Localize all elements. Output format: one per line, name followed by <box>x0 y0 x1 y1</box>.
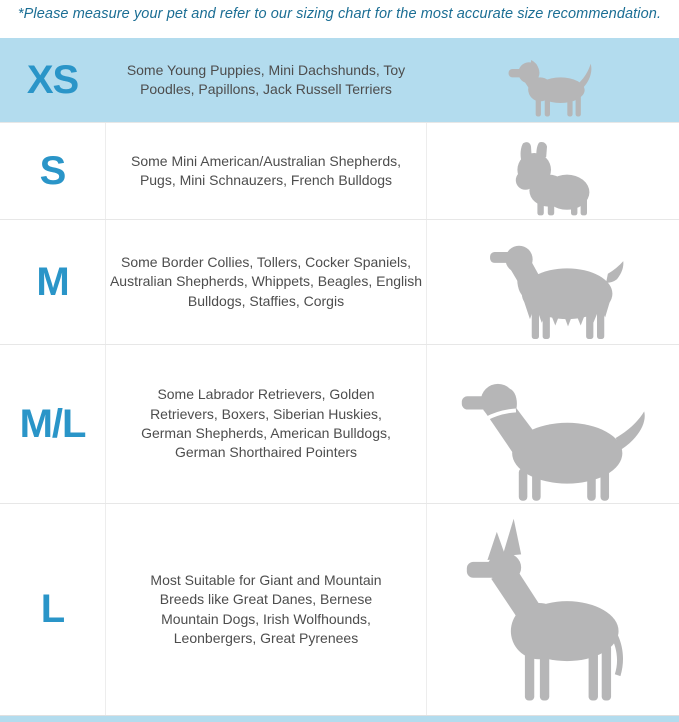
size-row-xs <box>0 38 679 122</box>
size-cell-xs <box>0 38 105 122</box>
size-label-ml: M/L <box>19 401 86 446</box>
breed-description-s: Some Mini American/Australian Shepherds, Pugs, Mini Schnauzers, French Bulldogs <box>130 152 402 188</box>
size-cell-ml <box>0 345 105 503</box>
size-label-xs: XS <box>26 57 79 102</box>
size-row-l <box>0 503 679 715</box>
size-row-m <box>0 219 679 344</box>
icon-cell-l <box>427 504 679 715</box>
size-label-s: S <box>39 148 66 193</box>
description-cell-m <box>105 220 427 344</box>
small-terrier-dog-icon <box>503 54 603 118</box>
description-cell-l <box>105 504 427 715</box>
size-label-l: L <box>40 587 65 631</box>
icon-cell-m <box>427 220 679 344</box>
size-cell-s <box>0 123 105 219</box>
description-cell-ml <box>105 345 427 503</box>
breed-description-ml: Some Labrador Retrievers, Golden Retrievers, Boxers, Siberian Huskies, German Shepherds, American Bulldogs, German Shorthaired Pointers <box>141 386 391 461</box>
size-row-ml <box>0 344 679 503</box>
french-bulldog-icon <box>507 141 599 217</box>
next-row-top-edge <box>0 715 679 722</box>
measurement-note: *Please measure your pet and refer to our sizing chart for the most accurate size recommendation. <box>17 6 662 22</box>
icon-cell-s <box>427 123 679 219</box>
size-label-m: M <box>36 259 69 304</box>
description-cell-s <box>105 123 427 219</box>
size-cell-l <box>0 504 105 715</box>
great-dane-dog-icon <box>459 515 647 707</box>
cocker-spaniel-dog-icon <box>481 241 626 341</box>
size-cell-m <box>0 220 105 344</box>
breed-description-m: Some Border Collies, Tollers, Cocker Spaniels, Australian Shepherds, Whippets, Beagles, English Bulldogs, Staffies, Corgis <box>109 254 423 309</box>
labrador-dog-icon <box>458 375 648 501</box>
size-row-s <box>0 122 679 219</box>
breed-description-xs: Some Young Puppies, Mini Dachshunds, Toy Poodles, Papillons, Jack Russell Terriers <box>126 61 406 97</box>
icon-cell-ml <box>427 345 679 503</box>
icon-cell-xs <box>427 38 679 122</box>
description-cell-xs <box>105 38 427 122</box>
breed-description-l: Most Suitable for Giant and Mountain Breeds like Great Danes, Bernese Mountain Dogs, Irish Wolfhounds, Leonbergers, Great Pyrenees <box>150 571 382 646</box>
